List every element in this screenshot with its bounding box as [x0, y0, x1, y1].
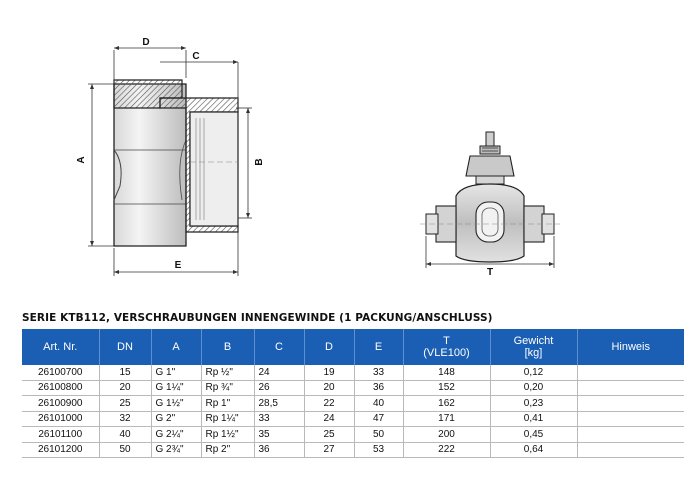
cell-b: Rp ¾" [201, 380, 254, 396]
valve-assembly-view [420, 132, 560, 278]
cell-d: 27 [304, 442, 354, 458]
cell-e: 53 [354, 442, 403, 458]
cell-art-nr: 26101000 [22, 411, 99, 427]
cell-t: 171 [403, 411, 490, 427]
table-row [22, 442, 684, 458]
cell-d: 24 [304, 411, 354, 427]
cell-c: 33 [254, 411, 304, 427]
cell-e: 36 [354, 380, 403, 396]
dimension-e-label: E [174, 260, 182, 271]
table-row [22, 411, 684, 427]
cell-a: G 2¾" [151, 442, 201, 458]
header-b: B [201, 329, 254, 365]
cell-dn: 32 [99, 411, 151, 427]
cell-art-nr: 26101200 [22, 442, 99, 458]
dimension-t-label: T [486, 267, 494, 278]
cell-gewicht: 0,12 [490, 365, 577, 380]
cell-gewicht: 0,41 [490, 411, 577, 427]
cell-t: 162 [403, 396, 490, 412]
dimension-b-label: B [254, 158, 265, 166]
cell-dn: 50 [99, 442, 151, 458]
cell-d: 22 [304, 396, 354, 412]
cell-c: 28,5 [254, 396, 304, 412]
header-dn: DN [99, 329, 151, 365]
header-t-line1: T [443, 335, 450, 347]
cell-t: 152 [403, 380, 490, 396]
cell-c: 35 [254, 427, 304, 443]
cell-gewicht: 0,23 [490, 396, 577, 412]
cell-b: Rp 2" [201, 442, 254, 458]
table-row [22, 380, 684, 396]
cell-dn: 25 [99, 396, 151, 412]
cell-t: 148 [403, 365, 490, 380]
cell-d: 19 [304, 365, 354, 380]
dimension-d-label: D [142, 37, 150, 48]
cell-b: Rp 1¼" [201, 411, 254, 427]
cell-art-nr: 26100900 [22, 396, 99, 412]
header-art-nr: Art. Nr. [22, 329, 99, 365]
cell-gewicht: 0,20 [490, 380, 577, 396]
header-gewicht-line1: Gewicht [513, 335, 554, 347]
cell-a: G 1" [151, 365, 201, 380]
table-row [22, 396, 684, 412]
cell-art-nr: 26100700 [22, 365, 99, 380]
cell-b: Rp ½" [201, 365, 254, 380]
cell-d: 20 [304, 380, 354, 396]
table-header-row [22, 329, 684, 365]
cell-e: 50 [354, 427, 403, 443]
cell-a: G 2" [151, 411, 201, 427]
header-t-line2: (VLE100) [423, 347, 470, 359]
header-d: D [304, 329, 354, 365]
cell-b: Rp 1½" [201, 427, 254, 443]
header-a: A [151, 329, 201, 365]
cell-art-nr: 26101100 [22, 427, 99, 443]
header-e: E [354, 329, 403, 365]
table-row [22, 365, 684, 380]
cell-e: 47 [354, 411, 403, 427]
cell-hinweis [577, 396, 684, 412]
cell-gewicht: 0,45 [490, 427, 577, 443]
cell-a: G 1½" [151, 396, 201, 412]
cell-e: 40 [354, 396, 403, 412]
header-gewicht-line2: [kg] [524, 347, 543, 359]
cell-hinweis [577, 427, 684, 443]
cell-hinweis [577, 365, 684, 380]
header-c: C [254, 329, 304, 365]
cell-dn: 15 [99, 365, 151, 380]
dimension-a-label: A [76, 156, 87, 164]
cell-gewicht: 0,64 [490, 442, 577, 458]
cell-c: 36 [254, 442, 304, 458]
header-gewicht [490, 329, 577, 365]
cell-a: G 2¼" [151, 427, 201, 443]
cell-hinweis [577, 380, 684, 396]
cell-dn: 20 [99, 380, 151, 396]
dimension-c-label: C [192, 51, 200, 62]
cell-c: 24 [254, 365, 304, 380]
header-t [403, 329, 490, 365]
cell-a: G 1¼" [151, 380, 201, 396]
cell-dn: 40 [99, 427, 151, 443]
table-title: SERIE KTB112, VERSCHRAUBUNGEN INNENGEWINDE (1 PACKUNG/ANSCHLUSS) [22, 312, 493, 324]
spec-table [22, 329, 684, 458]
cell-art-nr: 26100800 [22, 380, 99, 396]
cell-d: 25 [304, 427, 354, 443]
cell-t: 200 [403, 427, 490, 443]
cell-e: 33 [354, 365, 403, 380]
cell-c: 26 [254, 380, 304, 396]
union-fitting-section-view [76, 37, 265, 276]
header-hinweis: Hinweis [577, 329, 684, 365]
cell-hinweis [577, 442, 684, 458]
table-row [22, 427, 684, 443]
cell-t: 222 [403, 442, 490, 458]
cell-b: Rp 1" [201, 396, 254, 412]
cell-hinweis [577, 411, 684, 427]
